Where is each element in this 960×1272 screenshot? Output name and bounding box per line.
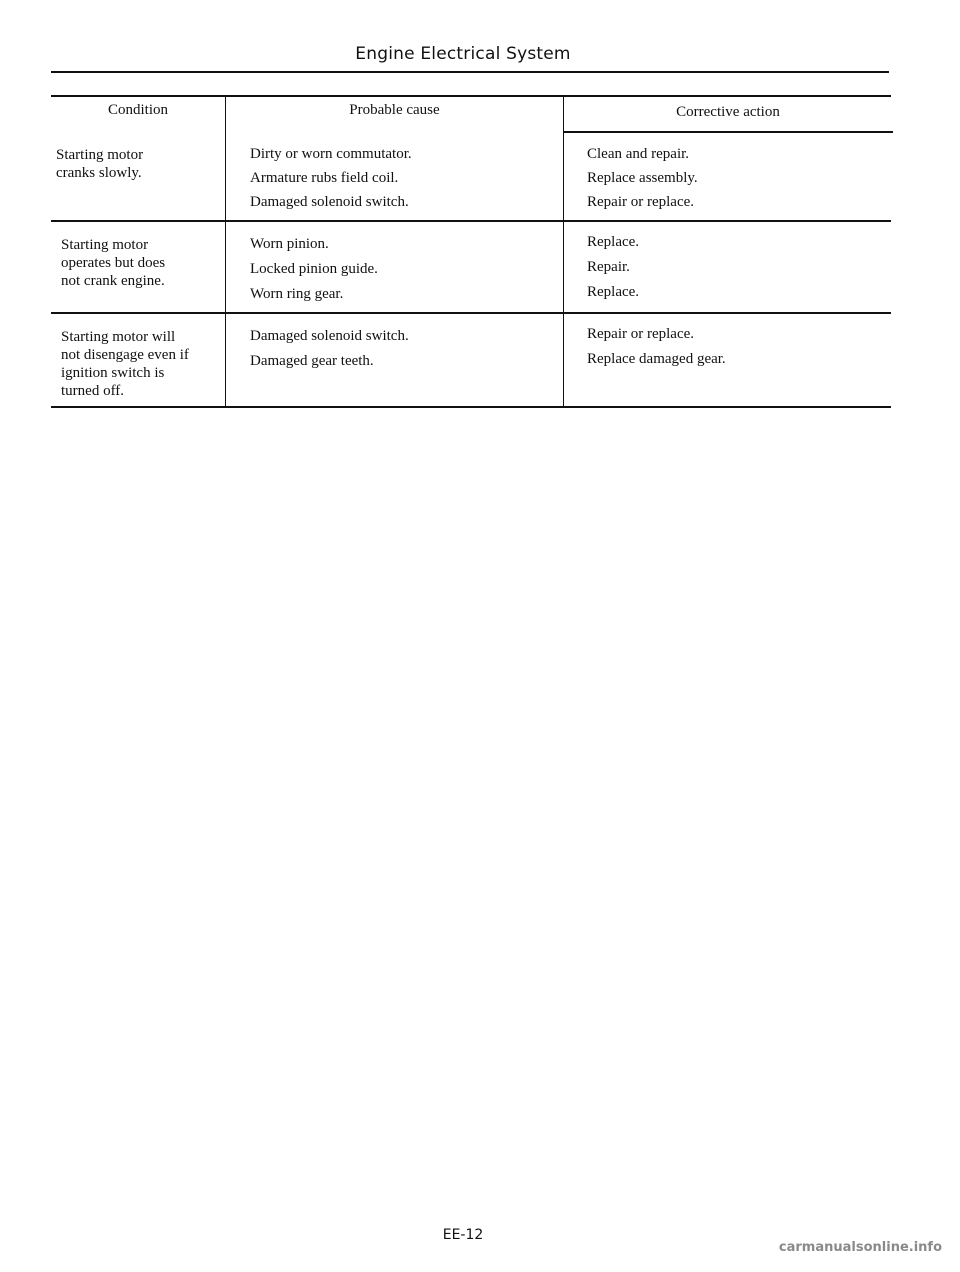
header-rule <box>51 71 889 73</box>
cause-line: Damaged gear teeth. <box>250 353 374 369</box>
text-line: ignition switch is <box>61 365 165 381</box>
watermark: carmanualsonline.info <box>778 1240 942 1255</box>
text-line: not crank engine. <box>61 273 165 289</box>
column-header-probable-cause: Probable cause <box>349 102 440 118</box>
column-divider-2 <box>563 96 564 407</box>
text-line: Starting motor will <box>61 329 176 345</box>
column-header-corrective-action: Corrective action <box>676 104 780 120</box>
text-line: cranks slowly. <box>56 165 142 181</box>
text-line: operates but does <box>61 255 166 271</box>
cause-line: Dirty or worn commutator. <box>250 146 412 162</box>
text-line: Starting motor <box>61 237 149 253</box>
condition-cell <box>61 236 221 290</box>
text-line: turned off. <box>61 383 125 399</box>
text-line: Starting motor <box>56 147 144 163</box>
column-divider-1 <box>225 96 226 407</box>
action-line: Replace. <box>587 284 640 300</box>
column-header-condition: Condition <box>107 102 168 118</box>
text-line: not disengage even if <box>61 347 189 363</box>
cause-line: Damaged solenoid switch. <box>250 194 409 210</box>
condition-cell <box>61 328 221 400</box>
action-line: Repair or replace. <box>587 326 695 342</box>
condition-text <box>61 328 221 400</box>
cause-line: Damaged solenoid switch. <box>250 328 409 344</box>
condition-text <box>61 236 221 290</box>
cause-line: Locked pinion guide. <box>250 261 378 277</box>
action-line: Replace. <box>587 234 640 250</box>
cause-line: Worn pinion. <box>250 236 329 252</box>
page-number: EE-12 <box>442 1227 484 1243</box>
cause-line: Armature rubs field coil. <box>250 170 399 186</box>
action-line: Clean and repair. <box>587 146 690 162</box>
action-line: Replace assembly. <box>587 170 698 186</box>
condition-cell <box>56 146 221 182</box>
row-divider-2 <box>51 312 891 314</box>
row-divider-1 <box>51 220 891 222</box>
page-header-title: Engine Electrical System <box>355 44 571 64</box>
cause-line: Worn ring gear. <box>250 286 344 302</box>
action-line: Replace damaged gear. <box>587 351 726 367</box>
action-line: Repair. <box>587 259 630 275</box>
table-head-rule <box>563 131 893 133</box>
table-bottom-rule <box>51 406 891 408</box>
table-top-rule <box>51 95 891 97</box>
condition-text <box>56 146 221 182</box>
action-line: Repair or replace. <box>587 194 695 210</box>
